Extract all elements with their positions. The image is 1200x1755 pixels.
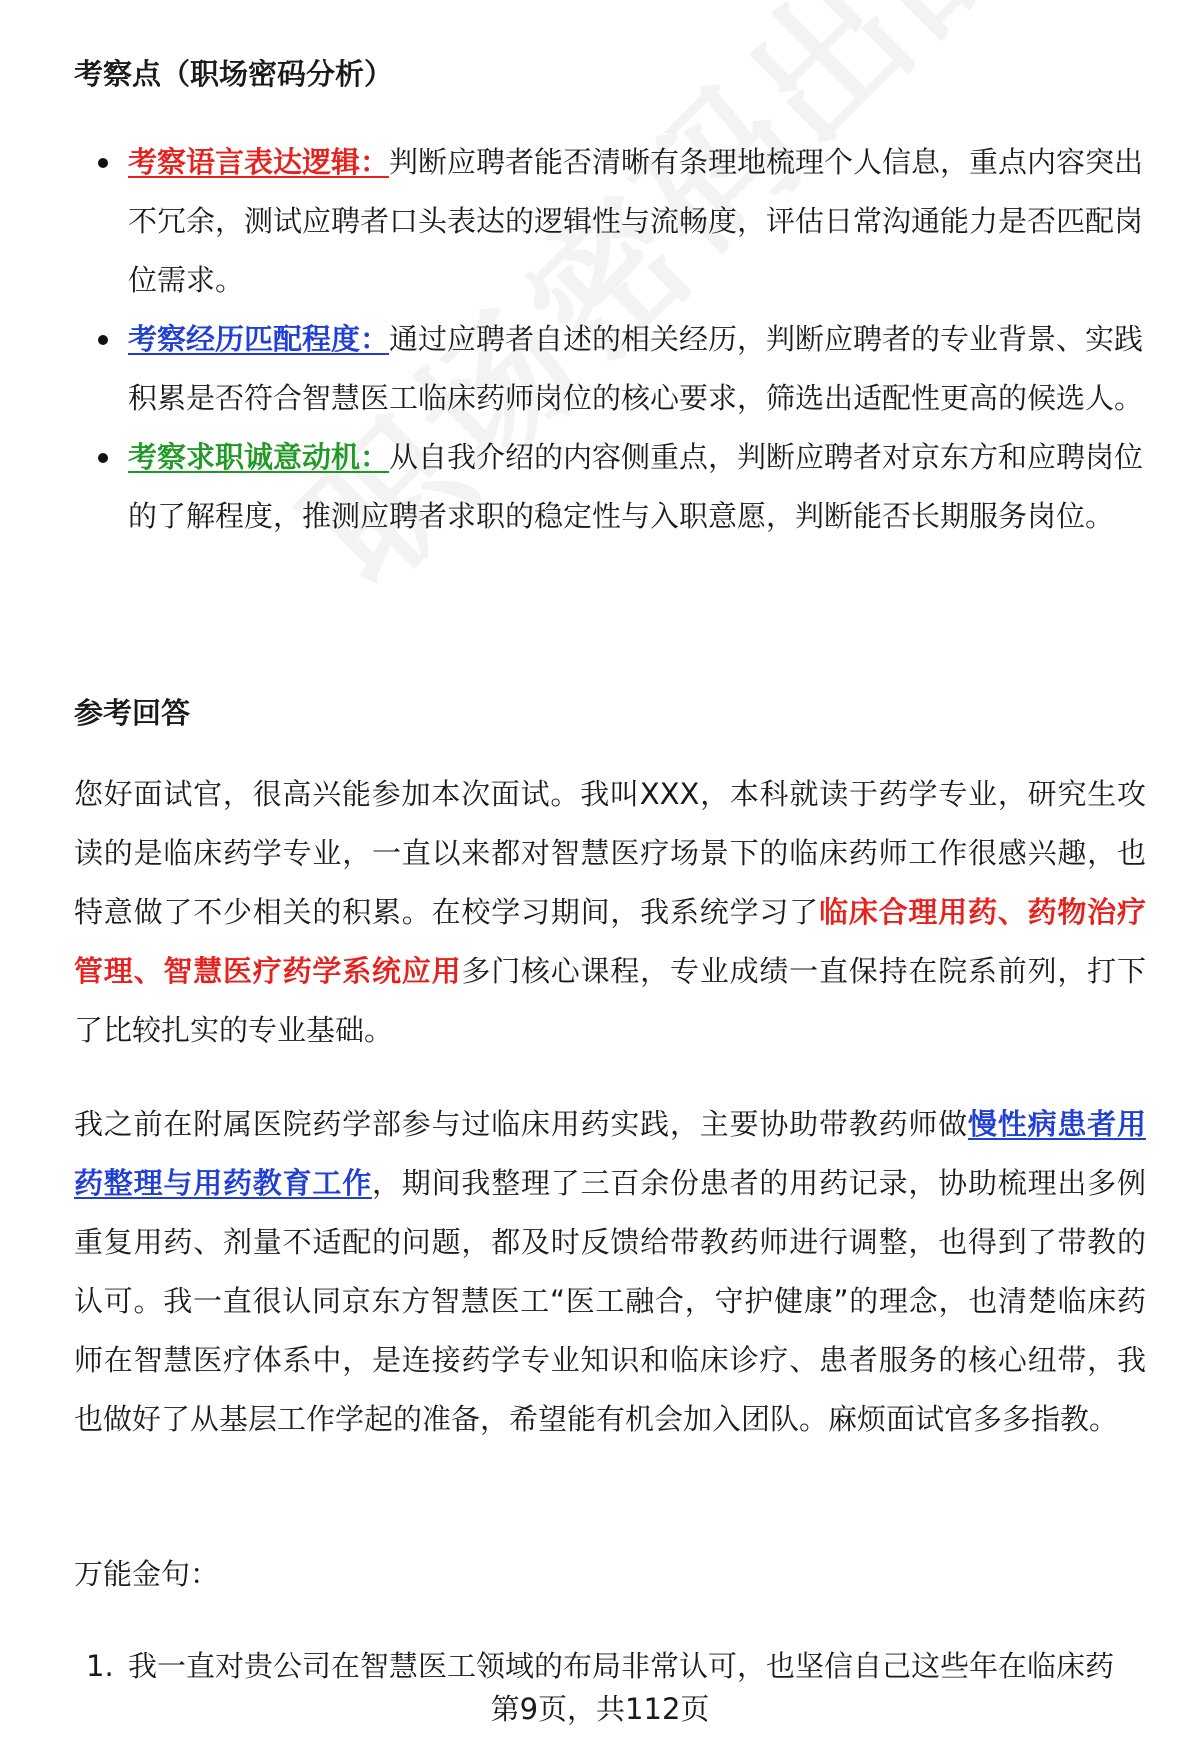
item-text: 从自我介绍的内容侧重点，判断应聘者对京东方和应聘岗位的了解程度，推测应聘者求职的稳定性与入职意愿，判断能否长期服务岗位。 (128, 440, 1144, 533)
item-label: 考察语言表达逻辑： (128, 145, 390, 179)
item-text: 通过应聘者自述的相关经历，判断应聘者的专业背景、实践积累是否符合智慧医工临床药师岗位的核心要求，筛选出适配性更高的候选人。 (128, 322, 1144, 415)
list-item (74, 1637, 1146, 1696)
item-label: 考察经历匹配程度： (128, 322, 390, 356)
golden-sentences-label: 万能金句： (74, 1557, 220, 1591)
item-text: 判断应聘者能否清晰有条理地梳理个人信息，重点内容突出不冗余，测试应聘者口头表达的逻辑性与流畅度，评估日常沟通能力是否匹配岗位需求。 (128, 145, 1144, 297)
list-item (74, 428, 1144, 546)
golden-sentences-list (74, 1637, 1146, 1696)
paragraph-text: 多门核心课程，专业成绩一直保持在院系前列，打下了比较扎实的专业基础。 (74, 954, 1146, 1047)
list-item (74, 133, 1144, 310)
answer-paragraph-1 (74, 765, 1146, 1060)
section-title-assessment: 考察点（职场密码分析） (74, 57, 394, 91)
bullet-icon (98, 335, 108, 345)
page-footer: 第9页，共112页 (490, 1692, 710, 1726)
bullet-icon (98, 453, 108, 463)
section-title-reference-answer: 参考回答 (74, 696, 191, 730)
highlight-courses: 临床合理用药、药物治疗管理、智慧医疗药学系统应用 (74, 895, 1146, 988)
paragraph-text: ，期间我整理了三百余份患者的用药记录，协助梳理出多例重复用药、剂量不适配的问题，都及时反馈给带教药师进行调整，也得到了带教的认可。我一直很认同京东方智慧医工“医工融合，守护健康”的理念，也清楚临床药师在智慧医疗体系中，是连接药学专业知识和临床诊疗、患者服务的核心纽带，我也做好了从基层工作学起的准备，希望能有机会加入团队。麻烦面试官多多指教。 (74, 1166, 1146, 1436)
answer-paragraph-2 (74, 1095, 1146, 1449)
highlight-practice: 慢性病患者用药整理与用药教育工作 (74, 1107, 1146, 1200)
item-label: 考察求职诚意动机： (128, 440, 390, 474)
assessment-list (74, 133, 1144, 546)
bullet-icon (98, 158, 108, 168)
paragraph-text: 我之前在附属医院药学部参与过临床用药实践，主要协助带教药师做 (74, 1107, 968, 1141)
paragraph-text: 您好面试官，很高兴能参加本次面试。我叫XXX，本科就读于药学专业，研究生攻读的是临床药学专业，一直以来都对智慧医疗场景下的临床药师工作很感兴趣，也特意做了不少相关的积累。在校学习期间，我系统学习了 (74, 777, 1146, 929)
list-item (74, 310, 1144, 428)
item-number: 1. (86, 1649, 114, 1683)
item-text: 我一直对贵公司在智慧医工领域的布局非常认可，也坚信自己这些年在临床药 (128, 1649, 1115, 1683)
